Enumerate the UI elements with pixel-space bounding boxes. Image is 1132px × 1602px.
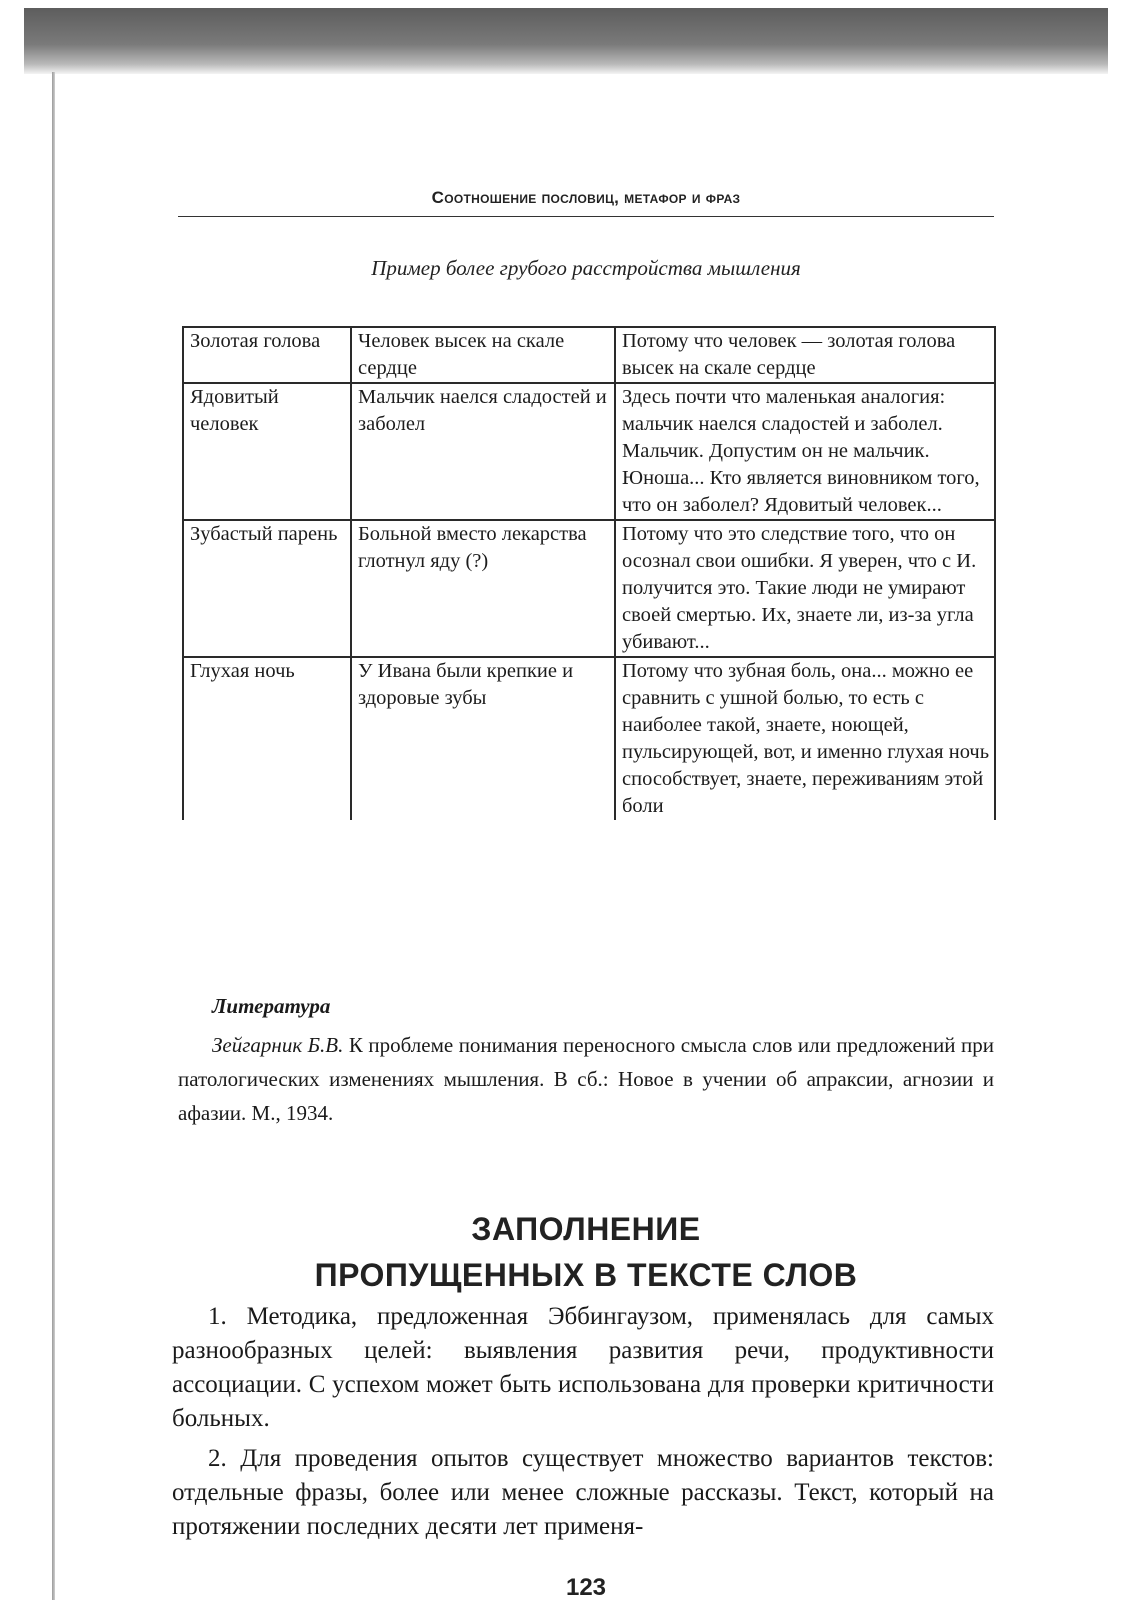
running-head-rule	[178, 216, 994, 217]
section-title	[178, 1206, 994, 1298]
table-row	[183, 657, 995, 820]
section-body	[172, 1300, 994, 1550]
explanation-cell: Потому что человек — золотая голова высек на скале сердце	[615, 327, 995, 383]
table-row	[183, 383, 995, 520]
scan-top-shadow	[24, 8, 1108, 74]
running-head: Соотношение пословиц, метафор и фраз	[431, 188, 741, 207]
explanation-cell: Потому что зубная боль, она... можно ее сравнить с ушной болью, то есть с наиболее такой, знаете, ноющей, пульсирующей, вот, и именно глухая ночь способствует, знаете, переживаниям этой боли	[615, 657, 995, 820]
sentence-cell: Человек высек на скале сердце	[351, 327, 615, 383]
table-row	[183, 520, 995, 657]
page-number: 123	[565, 1574, 607, 1601]
table-row	[183, 327, 995, 383]
literature-reference	[178, 1028, 994, 1130]
sentence-cell: Больной вместо лекарства глотнул яду (?)	[351, 520, 615, 657]
phrase-cell: Зубастый парень	[183, 520, 351, 657]
sentence-cell: Мальчик наелся сладостей и заболел	[351, 383, 615, 520]
phrase-cell: Глухая ночь	[183, 657, 351, 820]
body-paragraph-1: 1. Методика, предложенная Эббингаузом, применялась для самых разнообразных целей: выявления развития речи, продуктивности ассоциации. С успехом может быть использована для проверки критичности больных.	[172, 1303, 994, 1432]
body-paragraph-2: 2. Для проведения опытов существует множество вариантов текстов: отдельные фразы, более или менее сложные рассказы. Текст, который на протяжении последних десяти лет применя-	[172, 1445, 994, 1540]
explanation-cell: Здесь почти что маленькая аналогия: мальчик наелся сладостей и заболел. Мальчик. Допустим он не мальчик. Юноша... Кто является виновником того, что он заболел? Ядовитый человек...	[615, 383, 995, 520]
section-title-line-2: ПРОПУЩЕННЫХ В ТЕКСТЕ СЛОВ	[314, 1257, 858, 1293]
table-caption: Пример более грубого расстройства мышления	[371, 256, 801, 280]
literature-reference-text: К проблеме понимания переносного смысла слов или предложений при патологических изменениях мышления. В сб.: Новое в учении об апраксии, агнозии и афазии. М., 1934.	[178, 1033, 994, 1125]
book-spine-edge	[52, 72, 55, 1600]
section-title-line-1: ЗАПОЛНЕНИЕ	[471, 1211, 701, 1247]
phrase-cell: Ядовитый человек	[183, 383, 351, 520]
sentence-cell: У Ивана были крепкие и здоровые зубы	[351, 657, 615, 820]
explanation-cell: Потому что это следствие того, что он осознал свои ошибки. Я уверен, что с И. получится это. Такие люди не умирают своей смертью. Их, знаете ли, из-за угла убивают...	[615, 520, 995, 657]
phrase-cell: Золотая голова	[183, 327, 351, 383]
literature-author: Зейгарник Б.В.	[212, 1033, 344, 1057]
literature-heading: Литература	[212, 994, 331, 1018]
proverb-table	[182, 326, 996, 820]
